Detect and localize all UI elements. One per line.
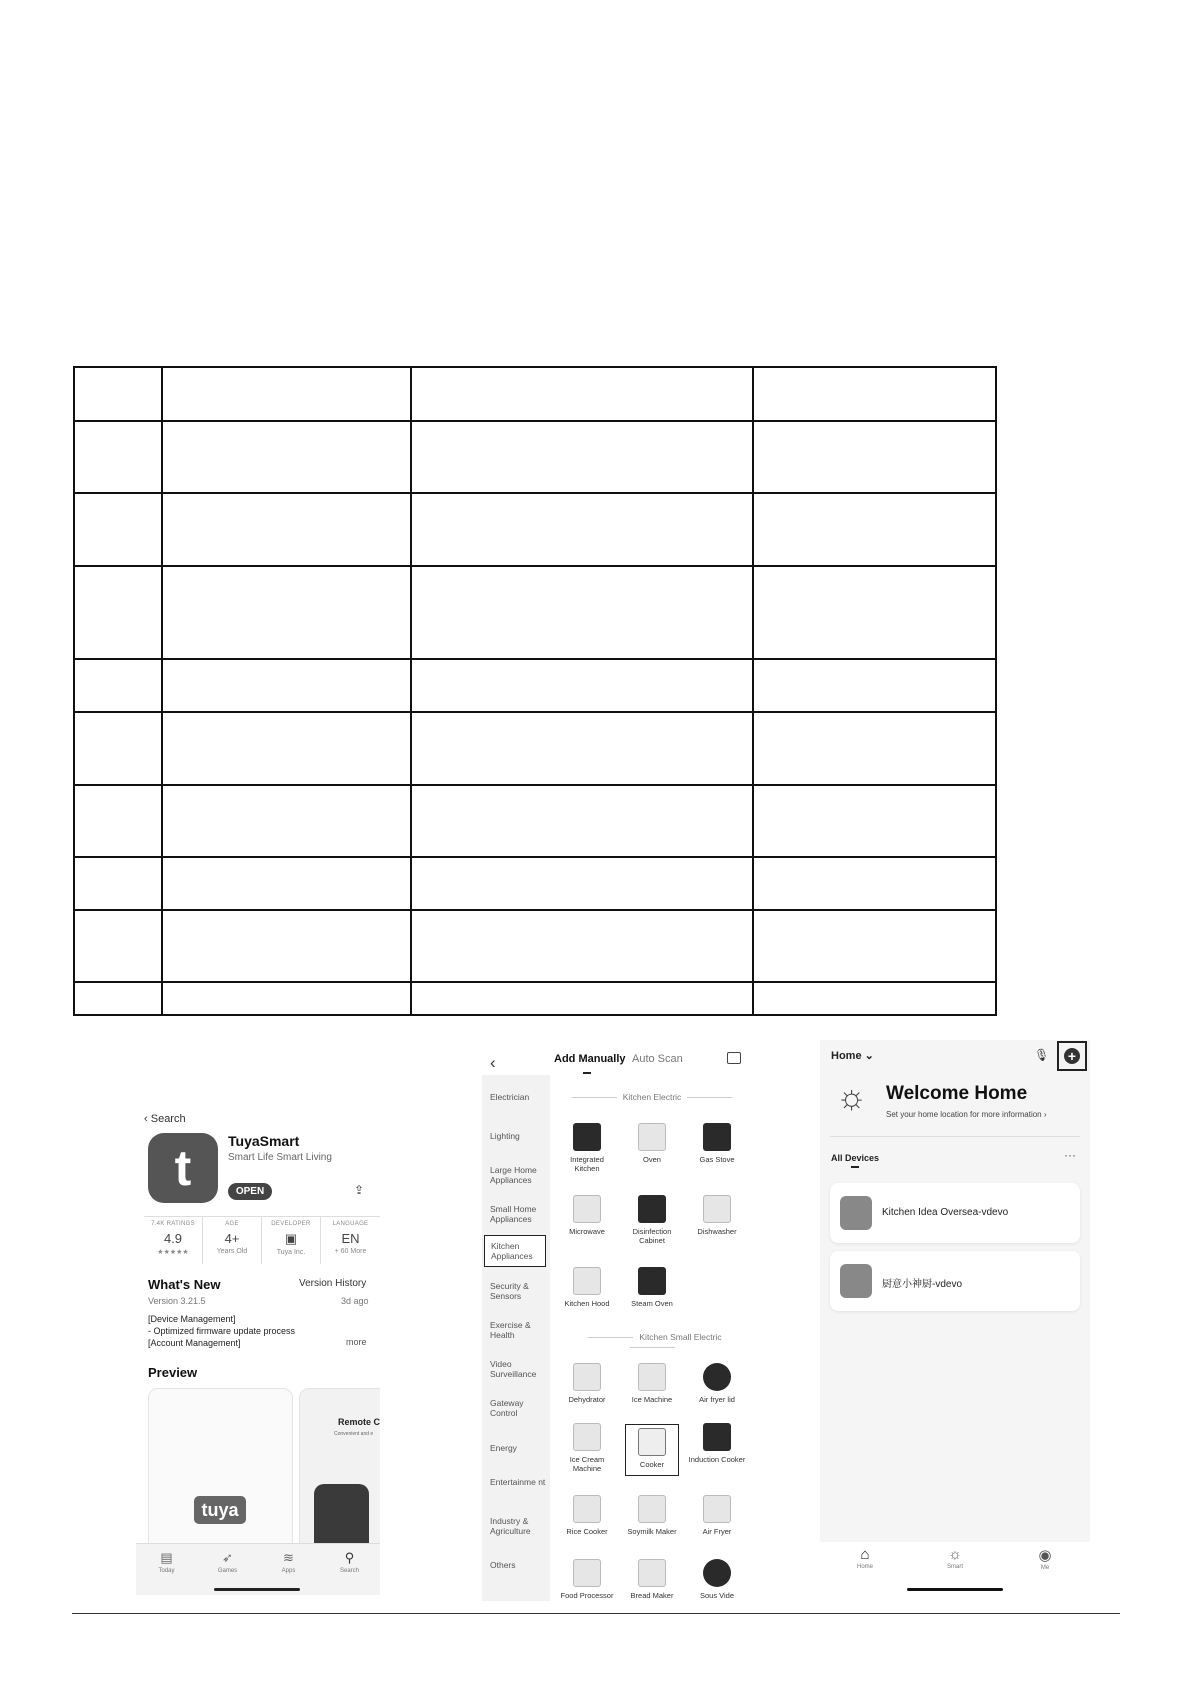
active-tab-indicator bbox=[851, 1166, 859, 1168]
microphone-icon[interactable]: 🎙 bbox=[1034, 1048, 1050, 1062]
table-row bbox=[74, 982, 996, 1015]
category-item[interactable]: Energy bbox=[490, 1443, 517, 1453]
device-thumbnail bbox=[840, 1196, 872, 1230]
sun-icon: ☼ bbox=[836, 1078, 868, 1116]
table-row bbox=[74, 785, 996, 857]
stat-language: LANGUAGE EN + 60 More bbox=[332, 1221, 369, 1255]
tab-auto-scan[interactable]: Auto Scan bbox=[632, 1053, 683, 1065]
device-induction-cooker[interactable]: Induction Cooker bbox=[687, 1423, 747, 1464]
device-ice-machine[interactable]: Ice Machine bbox=[622, 1363, 682, 1404]
home-indicator bbox=[907, 1588, 1003, 1591]
device-card[interactable]: Kitchen Idea Oversea-vdevo bbox=[830, 1183, 1080, 1243]
food-processor-icon bbox=[573, 1559, 601, 1587]
stat-age: AGE 4+ Years Old bbox=[203, 1217, 262, 1264]
release-notes: [Device Management] - Optimized firmware update process [Account Management] bbox=[148, 1314, 296, 1348]
divider bbox=[830, 1136, 1080, 1137]
stat-ratings: 7.4K RATINGS 4.9 ★★★★★ bbox=[144, 1217, 203, 1264]
tab-apps[interactable]: ≋ Apps bbox=[264, 1550, 314, 1595]
category-item[interactable]: Electrician bbox=[490, 1092, 530, 1102]
home-screenshot bbox=[820, 1040, 1090, 1600]
category-item[interactable]: Lighting bbox=[490, 1131, 520, 1141]
table-row bbox=[74, 910, 996, 982]
steam-oven-icon bbox=[638, 1267, 666, 1295]
rice-cooker-icon bbox=[573, 1495, 601, 1523]
table-row bbox=[74, 367, 996, 421]
device-integrated-kitchen[interactable]: Integrated Kitchen bbox=[557, 1123, 617, 1173]
home-icon: ⌂ bbox=[860, 1546, 870, 1563]
category-item[interactable]: Others bbox=[490, 1560, 516, 1570]
tab-me[interactable]: ◉ Me bbox=[1015, 1546, 1075, 1600]
category-item[interactable]: Security & Sensors bbox=[490, 1281, 529, 1301]
category-item[interactable]: Large Home Appliances bbox=[490, 1165, 537, 1185]
today-icon: ▤ bbox=[160, 1550, 173, 1565]
stat-developer: DEVELOPER ▣ Tuya Inc. bbox=[262, 1217, 321, 1264]
category-item[interactable]: Video Surveillance bbox=[490, 1359, 537, 1379]
device-card[interactable]: 厨意小神厨-vdevo bbox=[830, 1251, 1080, 1311]
air-fryer-icon bbox=[703, 1495, 731, 1523]
rocket-icon: ➶ bbox=[222, 1550, 233, 1565]
search-icon: ⚲ bbox=[344, 1550, 355, 1565]
tab-games[interactable]: ➶ Games bbox=[203, 1550, 253, 1595]
app-name: TuyaSmart bbox=[228, 1133, 300, 1149]
profile-icon: ◉ bbox=[1038, 1547, 1052, 1564]
scan-icon[interactable] bbox=[727, 1052, 741, 1064]
tab-home[interactable]: ⌂ Home bbox=[835, 1546, 895, 1600]
footer-rule bbox=[72, 1613, 1120, 1614]
category-item[interactable]: Small Home Appliances bbox=[490, 1204, 537, 1224]
update-age: 3d ago bbox=[341, 1296, 369, 1306]
device-dehydrator[interactable]: Dehydrator bbox=[557, 1363, 617, 1404]
air-fryer-lid-icon bbox=[703, 1363, 731, 1391]
tuya-logo: tuya bbox=[194, 1496, 246, 1524]
category-item[interactable]: Industry & Agriculture bbox=[490, 1516, 531, 1536]
app-store-screenshot bbox=[136, 1103, 380, 1595]
app-stats bbox=[144, 1216, 380, 1264]
table-row bbox=[74, 857, 996, 910]
preview-card[interactable] bbox=[148, 1388, 293, 1558]
tab-add-manually[interactable]: Add Manually bbox=[554, 1053, 626, 1065]
whats-new-heading: What's New bbox=[148, 1277, 221, 1292]
table-row bbox=[74, 493, 996, 566]
welcome-title: Welcome Home bbox=[886, 1083, 1028, 1104]
category-item-selected[interactable]: Kitchen Appliances bbox=[484, 1235, 546, 1267]
disinfection-cabinet-icon bbox=[638, 1195, 666, 1223]
empty-table bbox=[73, 366, 997, 1016]
home-selector[interactable]: Home ⌄ bbox=[831, 1050, 874, 1062]
ice-cream-machine-icon bbox=[573, 1423, 601, 1451]
table-row bbox=[74, 421, 996, 493]
category-item[interactable]: Gateway Control bbox=[490, 1398, 524, 1418]
all-devices-tab[interactable]: All Devices bbox=[831, 1153, 880, 1163]
table-row bbox=[74, 566, 996, 659]
integrated-kitchen-icon bbox=[573, 1123, 601, 1151]
kitchen-hood-icon bbox=[573, 1267, 601, 1295]
open-button[interactable]: OPEN bbox=[228, 1183, 272, 1200]
gas-stove-icon bbox=[703, 1123, 731, 1151]
add-device-screenshot bbox=[482, 1045, 752, 1601]
app-subtitle: Smart Life Smart Living bbox=[228, 1152, 332, 1163]
smart-icon: ☼ bbox=[948, 1546, 962, 1563]
device-food-processor[interactable]: Food Processor bbox=[557, 1559, 617, 1600]
device-kitchen-hood[interactable]: Kitchen Hood bbox=[557, 1267, 617, 1308]
back-icon[interactable]: ‹ bbox=[490, 1053, 496, 1072]
home-indicator bbox=[214, 1588, 300, 1591]
share-icon[interactable]: ⇪ bbox=[354, 1183, 365, 1197]
active-tab-indicator bbox=[583, 1072, 591, 1074]
bread-maker-icon bbox=[638, 1559, 666, 1587]
version-label: Version 3.21.5 bbox=[148, 1296, 206, 1306]
developer-icon: ▣ bbox=[284, 1231, 298, 1246]
add-device-button[interactable]: + bbox=[1064, 1048, 1080, 1064]
tab-smart[interactable]: ☼ Smart bbox=[925, 1546, 985, 1600]
device-disinfection-cabinet[interactable]: Disinfection Cabinet bbox=[622, 1195, 682, 1245]
sous-vide-icon bbox=[703, 1559, 731, 1587]
device-soymilk-maker[interactable]: Soymilk Maker bbox=[622, 1495, 682, 1536]
microwave-icon bbox=[573, 1195, 601, 1223]
soymilk-maker-icon bbox=[638, 1495, 666, 1523]
tab-bar bbox=[820, 1542, 1090, 1600]
dehydrator-icon bbox=[573, 1363, 601, 1391]
device-microwave[interactable]: Microwave bbox=[557, 1195, 617, 1236]
more-icon[interactable]: ··· bbox=[1064, 1148, 1076, 1162]
device-bread-maker[interactable]: Bread Maker bbox=[622, 1559, 682, 1600]
back-link[interactable]: ‹ Search bbox=[144, 1113, 186, 1125]
tuya-app-icon: t bbox=[148, 1133, 218, 1203]
set-location-link[interactable]: Set your home location for more information › bbox=[886, 1110, 1047, 1119]
chevron-down-icon: ⌄ bbox=[864, 1050, 874, 1062]
device-oven[interactable]: Oven bbox=[622, 1123, 682, 1164]
device-air-fryer[interactable]: Air Fryer bbox=[687, 1495, 747, 1536]
preview-card[interactable]: Remote C Convenient and e bbox=[299, 1388, 380, 1558]
category-item[interactable]: Entertainme nt bbox=[490, 1477, 546, 1487]
more-link[interactable]: more bbox=[346, 1337, 367, 1347]
layers-icon: ≋ bbox=[283, 1550, 294, 1565]
device-dishwasher[interactable]: Dishwasher bbox=[687, 1195, 747, 1236]
induction-cooker-icon bbox=[703, 1423, 731, 1451]
tab-search[interactable]: ⚲ Search bbox=[325, 1550, 375, 1595]
device-ice-cream-machine[interactable]: Ice Cream Machine bbox=[557, 1423, 617, 1473]
version-history-link[interactable]: Version History bbox=[299, 1278, 367, 1289]
dishwasher-icon bbox=[703, 1195, 731, 1223]
section-kitchen-electric: Kitchen Electric bbox=[562, 1092, 742, 1102]
preview-heading: Preview bbox=[148, 1365, 198, 1380]
category-item[interactable]: Exercise & Health bbox=[490, 1320, 531, 1340]
ice-machine-icon bbox=[638, 1363, 666, 1391]
category-sidebar bbox=[482, 1075, 550, 1601]
section-kitchen-small-electric: Kitchen Small Electric bbox=[562, 1332, 742, 1352]
table-row bbox=[74, 712, 996, 785]
device-cooker[interactable]: Cooker bbox=[622, 1428, 682, 1469]
device-gas-stove[interactable]: Gas Stove bbox=[687, 1123, 747, 1164]
device-air-fryer-lid[interactable]: Air fryer lid bbox=[687, 1363, 747, 1404]
device-sous-vide[interactable]: Sous Vide bbox=[687, 1559, 747, 1600]
device-steam-oven[interactable]: Steam Oven bbox=[622, 1267, 682, 1308]
device-thumbnail bbox=[840, 1264, 872, 1298]
table-row bbox=[74, 659, 996, 712]
device-rice-cooker[interactable]: Rice Cooker bbox=[557, 1495, 617, 1536]
cooker-icon bbox=[638, 1428, 666, 1456]
tab-today[interactable]: ▤ Today bbox=[142, 1550, 192, 1595]
oven-icon bbox=[638, 1123, 666, 1151]
